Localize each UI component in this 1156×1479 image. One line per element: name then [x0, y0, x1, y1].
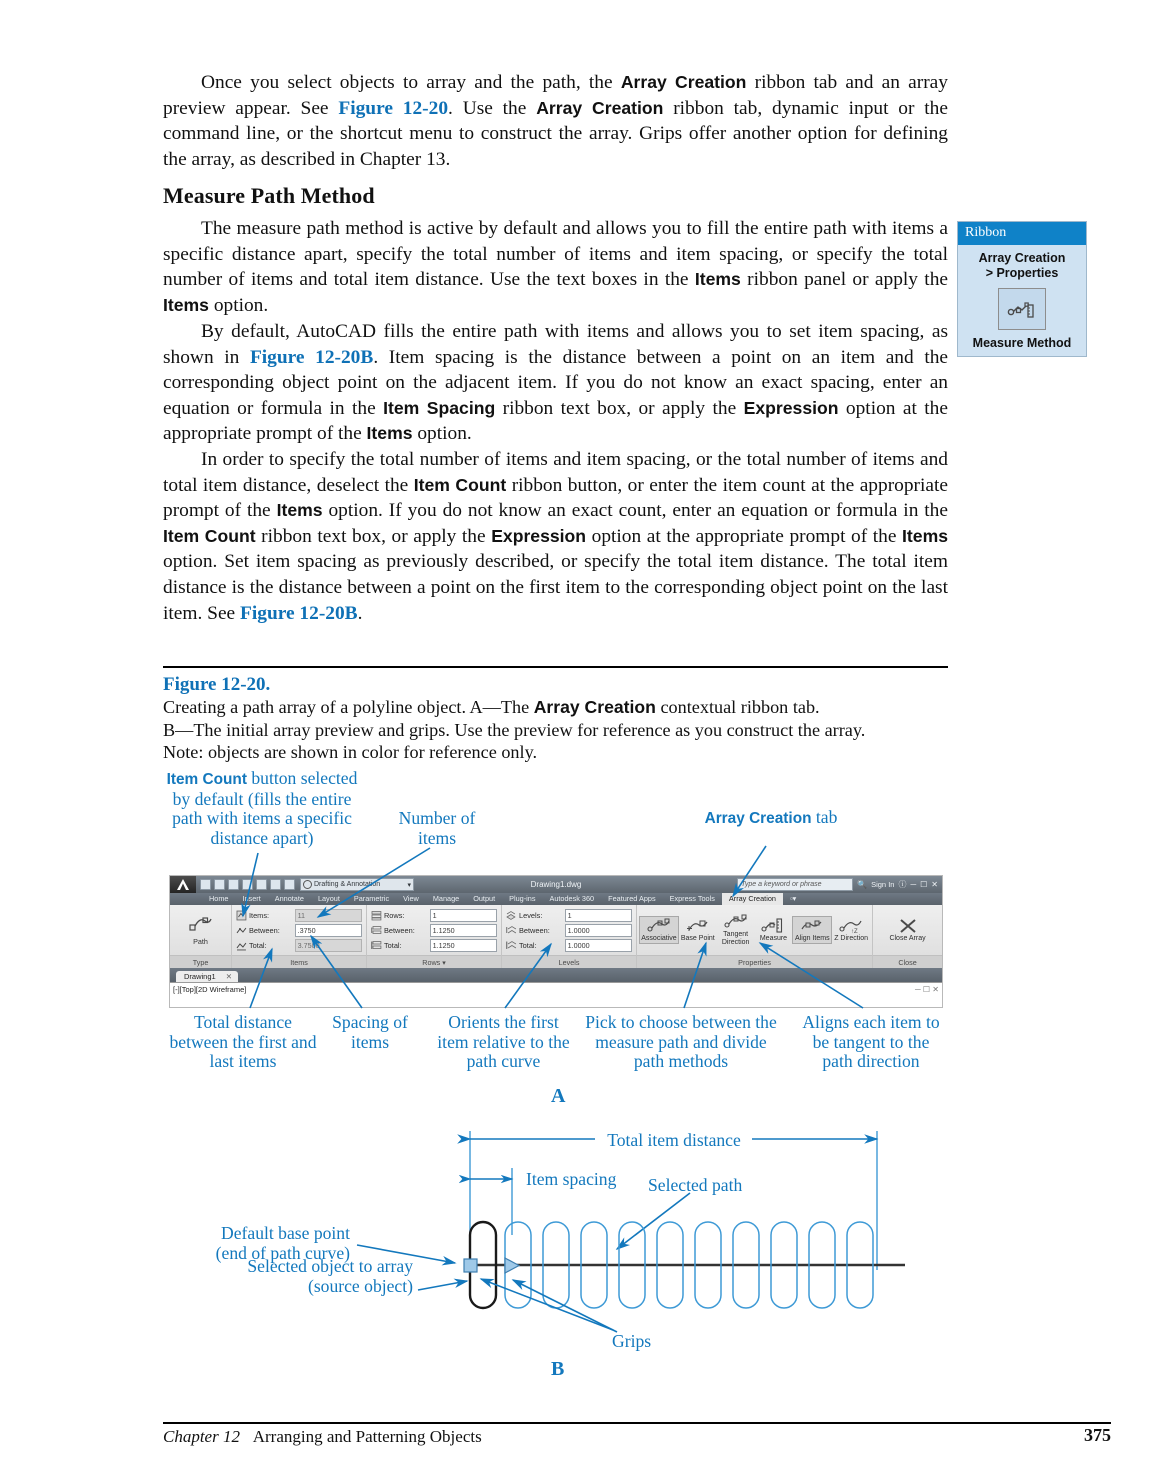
footer-left [163, 1427, 482, 1447]
field-label-rows-between: Between: [383, 925, 415, 935]
input-levels-total[interactable]: 1.0000 [565, 939, 632, 952]
p3-part-i: option. [412, 423, 472, 445]
p1-part-e: . Use the [448, 97, 537, 119]
selected-object-line1: Selected object to array [247, 1256, 413, 1276]
document-tab-close-icon[interactable]: ✕ [225, 972, 232, 981]
tab-view[interactable]: View [403, 894, 419, 903]
p3-bold-expression: Expression [743, 397, 839, 418]
search-icon[interactable]: 🔍 [857, 880, 868, 889]
autocad-screenshot [169, 875, 943, 1008]
base-point-button[interactable] [679, 917, 717, 943]
p2-bold-items-2: Items [163, 294, 209, 315]
tab-output[interactable]: Output [473, 894, 496, 903]
path-array-button[interactable] [178, 915, 224, 946]
p4-part-i: option at the appropriate prompt of the [586, 525, 903, 547]
z-direction-caption: Z Direction [834, 935, 869, 942]
p4-part-c: ribbon button, or enter the item count at the appropriate prompt of the [163, 474, 948, 522]
tab-featured-apps[interactable]: Featured Apps [608, 894, 656, 903]
input-item-between[interactable]: .3750 [295, 924, 362, 937]
figure-label-a: A [551, 1085, 566, 1107]
p1-bold-array-creation: Array Creation [620, 72, 747, 92]
field-label-levels-total: Total: [518, 940, 537, 950]
rows-count-icon [371, 910, 382, 921]
figure-number: Figure 12-20. [163, 674, 271, 695]
base-point-icon [686, 917, 710, 934]
p1-part-g: ribbon tab, dynamic input or the command line, or the shortcut menu to construct the array. Grips offer another option for defining the array, as described in Chapter 13. [163, 97, 948, 170]
ribbon-box-body [958, 245, 1086, 356]
figure-caption-bold: Array Creation [533, 697, 656, 717]
input-rows-total[interactable]: 1.1250 [430, 939, 497, 952]
figure-caption-2: B—The initial array preview and grips. Use the preview for reference as you construct the array. [163, 719, 866, 740]
item-count-callout-bold: Item Count [166, 771, 247, 788]
minimize-icon[interactable]: ─ [910, 880, 917, 889]
document-tab-label: Drawing1 [184, 972, 216, 981]
footer-rule [163, 1422, 1111, 1424]
field-levels-total [506, 938, 632, 952]
field-rows-count [371, 908, 497, 922]
input-rows-between[interactable]: 1.1250 [430, 924, 497, 937]
sign-in-label[interactable]: Sign In [871, 880, 895, 889]
selected-path-label: Selected path [648, 1175, 743, 1195]
p2-part-a: The measure path method is active by default and allows you to fill the entire path with items a specific distance apart, specify the total number of items and item spacing, or specify the total number of items and total item distance. Use the text boxes in the [163, 218, 948, 291]
field-rows-total [371, 938, 497, 952]
panel-items [232, 905, 367, 968]
tab-insert[interactable]: Insert [242, 894, 261, 903]
panel-levels [502, 905, 637, 968]
p3-part-g: option at the appropriate prompt of the [163, 397, 948, 445]
tangent-direction-caption: Tangent Direction [721, 931, 750, 946]
section-heading: Measure Path Method [163, 183, 375, 208]
field-label-item-between: Between: [248, 925, 280, 935]
workspace-selector[interactable]: Drafting & Annotation ▾ [300, 878, 414, 891]
ribbon-box-path-line1: Array Creation [978, 251, 1066, 265]
tab-autodesk-360[interactable]: Autodesk 360 [549, 894, 595, 903]
field-label-levels: Levels: [518, 910, 543, 920]
field-label-items: Items: [248, 910, 270, 920]
document-tab-bar [170, 968, 942, 982]
paragraph-3 [163, 319, 948, 447]
tab-manage[interactable]: Manage [432, 894, 460, 903]
path-array-icon [188, 915, 214, 935]
total-item-distance-label: Total item distance [598, 1131, 750, 1151]
ribbon-tab-bar [170, 893, 942, 905]
p3-bold-items: Items [366, 423, 413, 444]
search-placeholder: Type a keyword or phrase [741, 881, 822, 888]
figure-caption-1c: contextual ribbon tab. [655, 697, 820, 717]
ribbon-box-path-line2: > Properties [985, 266, 1059, 280]
z-direction-button[interactable] [832, 917, 870, 943]
panel-properties [637, 905, 873, 968]
associative-icon [647, 917, 671, 934]
footer-page-number: 375 [1084, 1425, 1111, 1445]
default-base-point-line2: (end of path curve) [215, 1242, 350, 1263]
panel-label-type: Type [170, 955, 231, 968]
figure-label-b: B [551, 1358, 565, 1380]
item-spacing-label: Item spacing [526, 1169, 617, 1189]
viewport-config-label[interactable]: [-][Top][2D Wireframe] [173, 985, 247, 994]
p2-part-c: ribbon panel or apply the [740, 269, 948, 291]
p4-xref-figure[interactable]: Figure 12-20B [240, 602, 358, 624]
tangent-direction-icon [724, 913, 748, 930]
array-creation-callout-bold: Array Creation [704, 810, 812, 827]
tab-annotate[interactable]: Annotate [274, 894, 304, 903]
p3-part-a: By default, AutoCAD fills the entire path with items and allows you to set item spacing, as shown in [163, 321, 948, 368]
p1-bold-array-creation-2: Array Creation [536, 97, 664, 118]
aligns-each-item-callout: Aligns each item to be tangent to the path direction [802, 1012, 940, 1071]
panel-close [873, 905, 942, 968]
total-distance-callout: Total distance between the first and last items [169, 1012, 317, 1071]
field-label-item-total: Total: [248, 940, 267, 950]
measure-method-icon [998, 288, 1046, 330]
rows-total-icon [371, 940, 382, 951]
path-array-caption: Path [193, 936, 208, 946]
field-label-levels-between: Between: [518, 925, 550, 935]
base-point-caption: Base Point [680, 935, 715, 942]
workspace-label: Drafting & Annotation [314, 881, 381, 888]
paragraph-4 [163, 447, 948, 626]
p3-xref-figure[interactable]: Figure 12-20B [249, 346, 374, 368]
close-array-button[interactable] [882, 918, 934, 943]
ribbon-reference-box [957, 221, 1087, 357]
item-count-callout-rest: button selected by default (fills the entire path with items a specific distance apart) [172, 768, 358, 848]
tab-parametric[interactable]: Parametric [353, 894, 390, 903]
close-icon[interactable]: ✕ [931, 880, 938, 889]
p2-bold-items: Items [694, 269, 741, 290]
figure-caption [163, 674, 963, 764]
input-levels-count[interactable]: 1 [565, 909, 632, 922]
p4-bold-item-count-2: Item Count [163, 525, 256, 546]
levels-count-icon [506, 910, 517, 921]
input-levels-between[interactable]: 1.0000 [565, 924, 632, 937]
autocad-titlebar [170, 876, 942, 893]
measure-button[interactable] [755, 917, 793, 943]
measure-icon [761, 917, 785, 934]
p3-part-e: ribbon text box, or apply the [495, 397, 744, 419]
spacing-of-items-callout: Spacing of items [332, 1012, 408, 1052]
help-icon[interactable]: ⓘ [898, 880, 907, 889]
svg-text:↑Z: ↑Z [851, 929, 858, 934]
panel-label-rows[interactable]: Rows ▾ [367, 955, 501, 968]
ribbon-box-name: Measure Method [972, 336, 1072, 350]
viewport-controls[interactable]: ─ ☐ ✕ [915, 985, 939, 994]
input-rows-count[interactable]: 1 [430, 909, 497, 922]
panel-label-items: Items [232, 955, 366, 968]
panel-rows [367, 905, 502, 968]
close-array-icon [897, 918, 919, 934]
item-count-icon [236, 910, 247, 921]
pick-measure-divide-callout: Pick to choose between the measure path and divide path methods [585, 1012, 777, 1071]
array-creation-tab-callout [700, 808, 842, 829]
p4-bold-items: Items [276, 500, 323, 521]
ribbon-box-header: Ribbon [958, 222, 1086, 245]
p1-part-c: ribbon tab and an array preview appear. See [163, 72, 948, 119]
figure-caption-3: Note: objects are shown in color for reference only. [163, 742, 538, 762]
panel-label-levels: Levels [502, 955, 636, 968]
p3-part-c: . Item spacing is the distance between a point on an item and the corresponding object point on the adjacent item. If you do not know an exact spacing, enter an equation or formula in the [163, 346, 949, 419]
associative-caption: Associative [641, 935, 677, 942]
arrow-grip [505, 1258, 519, 1273]
selected-object-label [218, 1257, 413, 1296]
tab-plugins[interactable]: Plug-ins [509, 894, 536, 903]
paragraph-1 [163, 70, 948, 172]
orients-first-item-callout: Orients the first item relative to the path curve [437, 1012, 570, 1071]
z-direction-icon [839, 917, 863, 934]
paragraph-2 [163, 216, 948, 318]
align-items-button[interactable] [792, 916, 832, 944]
p1-part-a: Once you select objects to array and the path, the [201, 72, 621, 93]
measure-caption: Measure [759, 935, 788, 942]
panel-label-close: Close [873, 955, 942, 968]
document-tab-drawing1[interactable] [176, 971, 238, 982]
field-item-between [236, 923, 362, 937]
p4-part-g: ribbon text box, or apply the [255, 525, 492, 547]
p4-part-k: option. Set item spacing as previously described, or specify the total item distance. The total item distance is the distance between a point on the first item to the corresponding object point on the last item. See [163, 551, 948, 624]
p4-bold-item-count: Item Count [413, 474, 507, 495]
input-item-total[interactable]: 3.7500 [295, 939, 362, 952]
p1-xref-figure[interactable]: Figure 12-20 [338, 97, 449, 119]
tab-home[interactable]: Home [209, 894, 229, 903]
associative-button[interactable] [639, 916, 679, 944]
field-levels-between [506, 923, 632, 937]
selected-object-line2: (source object) [307, 1275, 413, 1296]
item-total-icon [236, 940, 247, 951]
array-creation-callout-rest: tab [811, 807, 838, 827]
p4-part-a: In order to specify the total number of items and item spacing, or the total number of items and total item distance, deselect the [163, 449, 948, 496]
align-items-caption: Align Items [794, 935, 830, 942]
p2-part-e: option. [208, 294, 269, 316]
field-label-rows: Rows: [383, 910, 405, 920]
p4-bold-items-2: Items [902, 525, 948, 546]
panel-label-properties: Properties [637, 955, 872, 968]
levels-total-icon [506, 940, 517, 951]
number-of-items-callout: Number of items [398, 808, 476, 848]
input-item-count[interactable]: 11 [295, 909, 362, 922]
footer-title: Arranging and Patterning Objects [252, 1427, 482, 1446]
ribbon-display-options-icon[interactable]: ▫▾ [789, 894, 797, 903]
p3-bold-item-spacing: Item Spacing [383, 397, 496, 418]
field-label-rows-total: Total: [383, 940, 402, 950]
tangent-direction-button[interactable] [717, 913, 755, 947]
tab-array-creation[interactable]: Array Creation [722, 893, 783, 905]
restore-icon[interactable]: ☐ [920, 880, 928, 889]
levels-between-icon [506, 925, 517, 936]
grips-label: Grips [612, 1331, 652, 1351]
autocad-document-title: Drawing1.dwg [530, 880, 582, 889]
tab-layout[interactable]: Layout [317, 894, 340, 903]
close-array-caption: Close Array [889, 934, 926, 942]
field-rows-between [371, 923, 497, 937]
drawing-viewport[interactable] [170, 982, 942, 1008]
figure-caption-1a: Creating a path array of a polyline object. A—The [163, 697, 534, 717]
field-item-count [236, 908, 362, 922]
base-point-grip [464, 1259, 477, 1272]
panel-type [170, 905, 232, 968]
align-items-icon [800, 917, 824, 934]
p4-part-e: option. If you do not know an exact count, enter an equation or formula in the [322, 500, 948, 522]
field-item-total [236, 938, 362, 952]
item-count-callout [158, 769, 366, 848]
p4-bold-expression: Expression [491, 525, 587, 546]
tab-express-tools[interactable]: Express Tools [669, 894, 715, 903]
figure-top-rule [163, 666, 948, 668]
footer-chapter: Chapter 12 [163, 1427, 240, 1446]
default-base-point-line1: Default base point [221, 1223, 350, 1243]
rows-between-icon [371, 925, 382, 936]
ribbon-panels [170, 905, 942, 968]
field-levels-count [506, 908, 632, 922]
item-between-icon [236, 925, 247, 936]
p4-part-m: . [357, 602, 363, 624]
